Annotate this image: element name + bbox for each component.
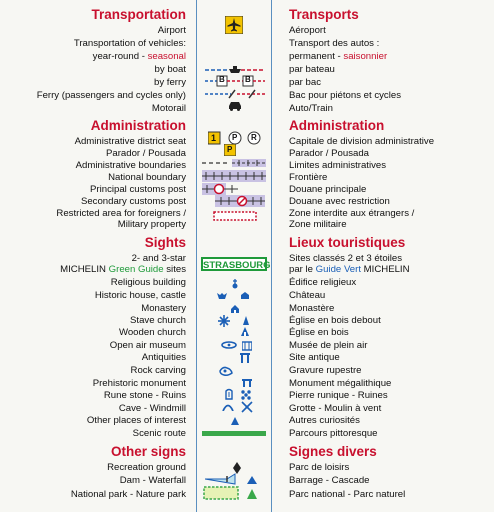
open-air-building-icon	[242, 341, 252, 351]
label-permanent-saisonnier	[289, 52, 387, 62]
label-eglise-debout: Église en bois debout	[289, 315, 381, 326]
ruins-icon	[240, 389, 252, 401]
label-open-air-museum: Open air museum	[109, 340, 186, 351]
label-sites: sites	[163, 264, 186, 275]
principal-customs-symbol	[202, 183, 242, 195]
stave-church-bell-icon	[242, 316, 250, 326]
heading-transports: Transports	[289, 7, 359, 22]
castle-icon	[217, 292, 227, 300]
stave-church-icon	[218, 315, 230, 327]
national-park-symbol	[203, 486, 239, 500]
label-green-guide: Green Guide	[108, 264, 164, 275]
windmill-icon	[241, 401, 253, 413]
ferry-mark-1: B	[219, 75, 225, 84]
label-restricted-1: Restricted area for foreigners /	[56, 208, 186, 219]
label-vehicle-transport: Transportation of vehicles:	[73, 38, 186, 49]
other-places-icon	[231, 417, 239, 425]
historic-house-icon	[240, 292, 250, 300]
rune-stone-icon	[224, 388, 234, 400]
label-historic-house: Historic house, castle	[94, 290, 186, 301]
seat-mark-1: 1	[211, 133, 217, 143]
label-parador: Parador / Pousada	[105, 148, 186, 159]
label-other-places: Other places of interest	[86, 415, 186, 426]
label-michelin-green-guide	[60, 265, 186, 275]
heading-signes-divers: Signes divers	[289, 444, 377, 459]
label-cave-windmill: Cave - Windmill	[118, 403, 186, 414]
label-district-seat: Administrative district seat	[74, 136, 186, 147]
monastery-icon	[230, 304, 240, 314]
label-gravure: Gravure rupestre	[289, 365, 362, 376]
admin-boundary-symbol	[202, 158, 266, 168]
label-permanent: permanent -	[289, 51, 344, 62]
label-motorail: Motorail	[151, 103, 186, 114]
label-guide-vert: Guide Vert	[315, 264, 362, 275]
label-antiquities: Antiquities	[141, 352, 186, 363]
label-year-round: year-round -	[92, 51, 148, 62]
label-parcours: Parcours pittoresque	[289, 428, 378, 439]
label-megalithique: Monument mégalithique	[289, 378, 392, 389]
label-principal-customs: Principal customs post	[90, 184, 186, 195]
label-pierre-runique: Pierre runique - Ruines	[289, 390, 388, 401]
label-par-bac: par bac	[289, 77, 321, 88]
airport-icon	[225, 16, 243, 34]
label-musee: Musée de plein air	[289, 340, 368, 351]
label-par-bateau: par bateau	[289, 64, 335, 75]
label-monastere: Monastère	[289, 303, 335, 314]
scenic-route-symbol	[202, 431, 266, 437]
label-bac-pietons: Bac pour piétons et cycles	[289, 90, 401, 101]
label-star-sites: 2- and 3-star	[131, 253, 186, 264]
label-secondary-customs: Secondary customs post	[80, 196, 186, 207]
heading-lieux-touristiques: Lieux touristiques	[289, 235, 406, 250]
label-recreation-ground: Recreation ground	[107, 462, 186, 473]
label-douane-restriction: Douane avec restriction	[289, 196, 390, 207]
green-guide-sample: STRASBOURG	[201, 257, 267, 271]
label-wooden-church: Wooden church	[118, 327, 186, 338]
open-air-museum-icon	[221, 341, 237, 349]
label-dam-waterfall: Dam - Waterfall	[119, 475, 186, 486]
label-restricted-2: Military property	[117, 219, 186, 230]
label-zone-militaire: Zone militaire	[289, 219, 347, 230]
label-zone-interdite: Zone interdite aux étrangers /	[289, 208, 415, 219]
label-prehistoric-monument: Prehistoric monument	[92, 378, 186, 389]
seat-mark-r: R	[251, 133, 257, 142]
label-edifice: Édifice religieux	[289, 277, 357, 288]
religious-building-icon	[231, 279, 239, 289]
prehistoric-monument-icon	[242, 379, 252, 387]
parador-mark: P	[227, 145, 233, 154]
motorail-icon	[227, 99, 243, 111]
label-by-ferry: by ferry	[154, 77, 186, 88]
label-eglise-bois: Église en bois	[289, 327, 349, 338]
label-rock-carving: Rock carving	[130, 365, 186, 376]
label-airport: Airport	[157, 25, 186, 36]
label-saisonnier: saisonnier	[343, 51, 388, 62]
ferry-mark-2: B	[245, 75, 251, 84]
label-limites: Limites administratives	[289, 160, 387, 171]
heading-administration-fr: Administration	[289, 118, 385, 133]
label-barrage: Barrage - Cascade	[289, 475, 370, 486]
parador-icon	[224, 144, 236, 156]
label-parador-fr: Parador / Pousada	[289, 148, 370, 159]
label-by-boat: by boat	[154, 64, 186, 75]
label-aeroport: Aéroport	[289, 25, 326, 36]
label-stave-church: Stave church	[130, 315, 186, 326]
label-auto-train: Auto/Train	[289, 103, 333, 114]
label-admin-boundaries: Administrative boundaries	[75, 160, 186, 171]
restricted-area-symbol	[213, 211, 257, 221]
label-grotte: Grotte - Moulin à vent	[289, 403, 382, 414]
label-ferry-passengers: Ferry (passengers and cycles only)	[36, 90, 186, 101]
waterfall-icon	[247, 476, 257, 484]
label-parc-national: Parc national - Parc naturel	[289, 489, 406, 500]
label-religious-building: Religious building	[110, 277, 186, 288]
label-rune-stone: Rune stone - Ruins	[103, 390, 186, 401]
heading-transportation: Transportation	[91, 7, 186, 22]
label-par-le: par le	[289, 264, 316, 275]
label-autres: Autres curiosités	[289, 415, 360, 426]
label-parc-loisirs: Parc de loisirs	[289, 462, 350, 473]
label-capitale: Capitale de division administrative	[289, 136, 435, 147]
label-national-boundary: National boundary	[108, 172, 186, 183]
ferry-route-symbol	[205, 75, 265, 87]
label-year-round-seasonal	[93, 52, 186, 62]
seat-mark-p: P	[232, 133, 238, 142]
label-frontiere: Frontière	[289, 172, 328, 183]
antiquities-icon	[240, 353, 250, 363]
secondary-customs-symbol	[215, 195, 265, 207]
national-boundary-symbol	[202, 170, 266, 182]
label-sites-classes: Sites classés 2 et 3 étoiles	[289, 253, 403, 264]
label-chateau: Château	[289, 290, 326, 301]
wooden-church-icon	[240, 327, 250, 337]
label-michelin-fr: MICHELIN	[361, 264, 410, 275]
label-monastery: Monastery	[141, 303, 186, 314]
legend-symbol-column	[196, 0, 272, 512]
heading-administration: Administration	[90, 118, 186, 133]
label-michelin: MICHELIN	[60, 264, 109, 275]
label-scenic-route: Scenic route	[132, 428, 186, 439]
rock-carving-icon	[219, 365, 233, 377]
nature-park-icon	[247, 489, 257, 499]
dam-icon	[205, 473, 239, 485]
cave-icon	[222, 403, 234, 411]
district-seat-symbol	[208, 131, 262, 145]
label-guide-vert-line	[289, 265, 410, 275]
label-seasonal: seasonal	[147, 51, 186, 62]
label-site-antique: Site antique	[289, 352, 340, 363]
heading-other-signs: Other signs	[110, 444, 186, 459]
heading-sights: Sights	[144, 235, 186, 250]
label-transport-autos: Transport des autos :	[289, 38, 380, 49]
boat-route-symbol	[205, 63, 265, 75]
label-douane-principale: Douane principale	[289, 184, 367, 195]
label-national-park: National park - Nature park	[70, 489, 186, 500]
